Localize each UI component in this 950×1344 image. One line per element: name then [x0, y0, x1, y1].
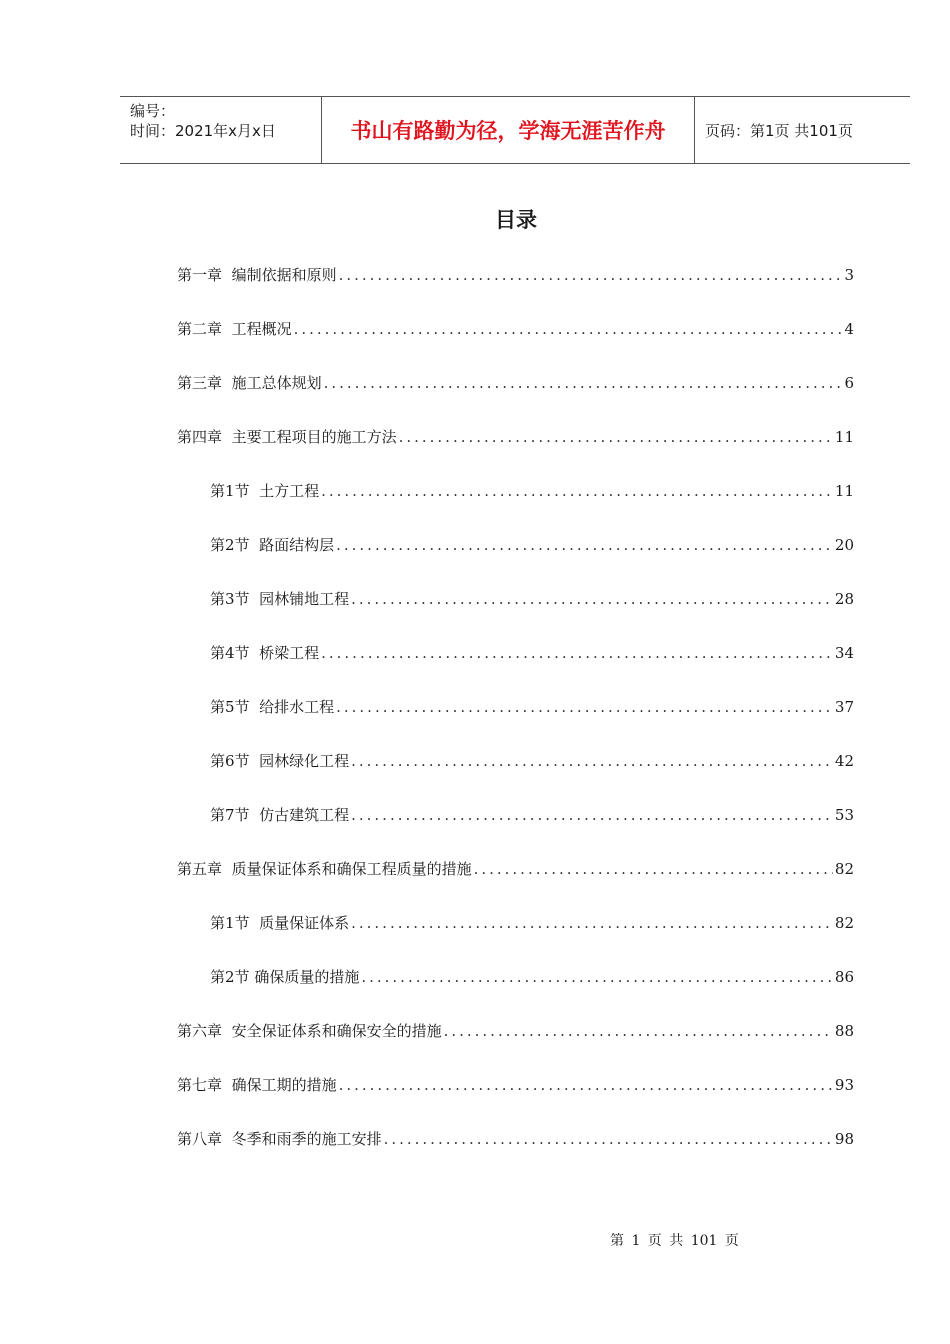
toc-entry-number: 第2节 [210, 968, 250, 986]
toc-entry-title: 编制依据和原则 [231, 266, 337, 284]
toc-entry-title: 施工总体规划 [231, 374, 322, 392]
toc-entry-title: 园林绿化工程 [259, 752, 350, 770]
toc-entry-number: 第二章 [177, 320, 223, 338]
toc-entry-number: 第三章 [177, 374, 223, 392]
toc-leader-dots [351, 912, 833, 934]
toc-entry-title: 工程概况 [231, 320, 292, 338]
toc-entry[interactable] [210, 804, 854, 826]
toc-entry-page: 11 [834, 428, 854, 446]
toc-entry-number: 第1节 [210, 482, 250, 500]
toc-entry[interactable] [210, 534, 854, 556]
toc-entry-number: 第6节 [210, 752, 250, 770]
toc-entry[interactable] [177, 318, 854, 340]
toc-entry-page: 86 [834, 968, 854, 986]
toc-entry-page: 42 [834, 752, 854, 770]
toc-entry-number: 第七章 [177, 1076, 223, 1094]
toc-entry-title: 给排水工程 [259, 698, 335, 716]
toc-entry-number: 第5节 [210, 698, 250, 716]
toc-entry[interactable] [210, 480, 854, 502]
toc-entry[interactable] [177, 1128, 854, 1150]
toc-entry-number: 第一章 [177, 266, 223, 284]
toc-leader-dots [294, 318, 843, 340]
toc-entry[interactable] [210, 588, 854, 610]
toc-entry-title: 安全保证体系和确保安全的措施 [231, 1022, 442, 1040]
toc-entry-title: 确保工期的措施 [231, 1076, 337, 1094]
toc-entry-page: 34 [834, 644, 854, 662]
toc-entry-page: 6 [844, 374, 854, 392]
toc-entry[interactable] [177, 858, 854, 880]
toc-title: 目录 [495, 208, 537, 232]
toc-entry[interactable] [210, 912, 854, 934]
header-meta [120, 97, 321, 163]
toc-leader-dots [324, 372, 843, 394]
toc-entry-title: 仿古建筑工程 [259, 806, 350, 824]
toc-entry[interactable] [210, 696, 854, 718]
toc-leader-dots [384, 1128, 833, 1150]
toc-entry-number: 第八章 [177, 1130, 223, 1148]
toc-entry-page: 11 [834, 482, 854, 500]
toc-leader-dots [339, 264, 843, 286]
toc-entry-number: 第六章 [177, 1022, 223, 1040]
toc-entry-page: 28 [834, 590, 854, 608]
toc-leader-dots [321, 480, 833, 502]
toc-leader-dots [321, 642, 833, 664]
header-motto: 书山有路勤为径，学海无涯苦作舟 [321, 97, 695, 163]
toc-entry[interactable] [177, 264, 854, 286]
toc-entry-title: 冬季和雨季的施工安排 [231, 1130, 382, 1148]
toc-entry-title: 桥梁工程 [259, 644, 320, 662]
time-label: 时间：2021年x月x日 [130, 122, 276, 140]
toc-entry[interactable] [210, 642, 854, 664]
toc-entry-number: 第7节 [210, 806, 250, 824]
toc-entry-page: 3 [844, 266, 854, 284]
toc-entry-title: 确保质量的措施 [254, 968, 360, 986]
toc-leader-dots [444, 1020, 833, 1042]
toc-entry-page: 20 [834, 536, 854, 554]
toc-entry[interactable] [177, 1020, 854, 1042]
toc-entry-title: 主要工程项目的施工方法 [231, 428, 397, 446]
toc-entry-number: 第1节 [210, 914, 250, 932]
toc-entry-page: 82 [834, 914, 854, 932]
toc-entry[interactable] [177, 426, 854, 448]
toc-leader-dots [336, 696, 833, 718]
toc-entry-number: 第4节 [210, 644, 250, 662]
toc-leader-dots [351, 750, 833, 772]
toc-entry-title: 质量保证体系 [259, 914, 350, 932]
toc-entry-number: 第五章 [177, 860, 223, 878]
toc-leader-dots [399, 426, 833, 448]
page-footer: 第 1 页 共 101 页 [610, 1233, 739, 1249]
toc-entry-title: 路面结构层 [259, 536, 335, 554]
toc-entry-number: 第四章 [177, 428, 223, 446]
toc-entry-page: 53 [834, 806, 854, 824]
toc-leader-dots [474, 858, 833, 880]
toc-entry[interactable] [210, 750, 854, 772]
toc-entry[interactable] [210, 966, 854, 988]
toc-leader-dots [351, 804, 833, 826]
toc-entry-number: 第2节 [210, 536, 250, 554]
document-header [120, 96, 910, 164]
toc-entry-title: 园林铺地工程 [259, 590, 350, 608]
header-page-info: 页码：第1页 共101页 [705, 121, 853, 140]
toc-entry-title: 质量保证体系和确保工程质量的措施 [231, 860, 472, 878]
toc-entry-number: 第3节 [210, 590, 250, 608]
toc-entry-page: 98 [834, 1130, 854, 1148]
toc-entry-page: 82 [834, 860, 854, 878]
toc-entry-page: 93 [834, 1076, 854, 1094]
number-label: 编号： [130, 102, 176, 120]
toc-entry[interactable] [177, 372, 854, 394]
toc-leader-dots [361, 966, 833, 988]
toc-entry-title: 土方工程 [259, 482, 320, 500]
toc-entry[interactable] [177, 1074, 854, 1096]
toc-leader-dots [336, 534, 833, 556]
toc-entry-page: 88 [834, 1022, 854, 1040]
toc-leader-dots [339, 1074, 833, 1096]
toc-leader-dots [351, 588, 833, 610]
toc-entry-page: 37 [834, 698, 854, 716]
toc-entry-page: 4 [844, 320, 854, 338]
